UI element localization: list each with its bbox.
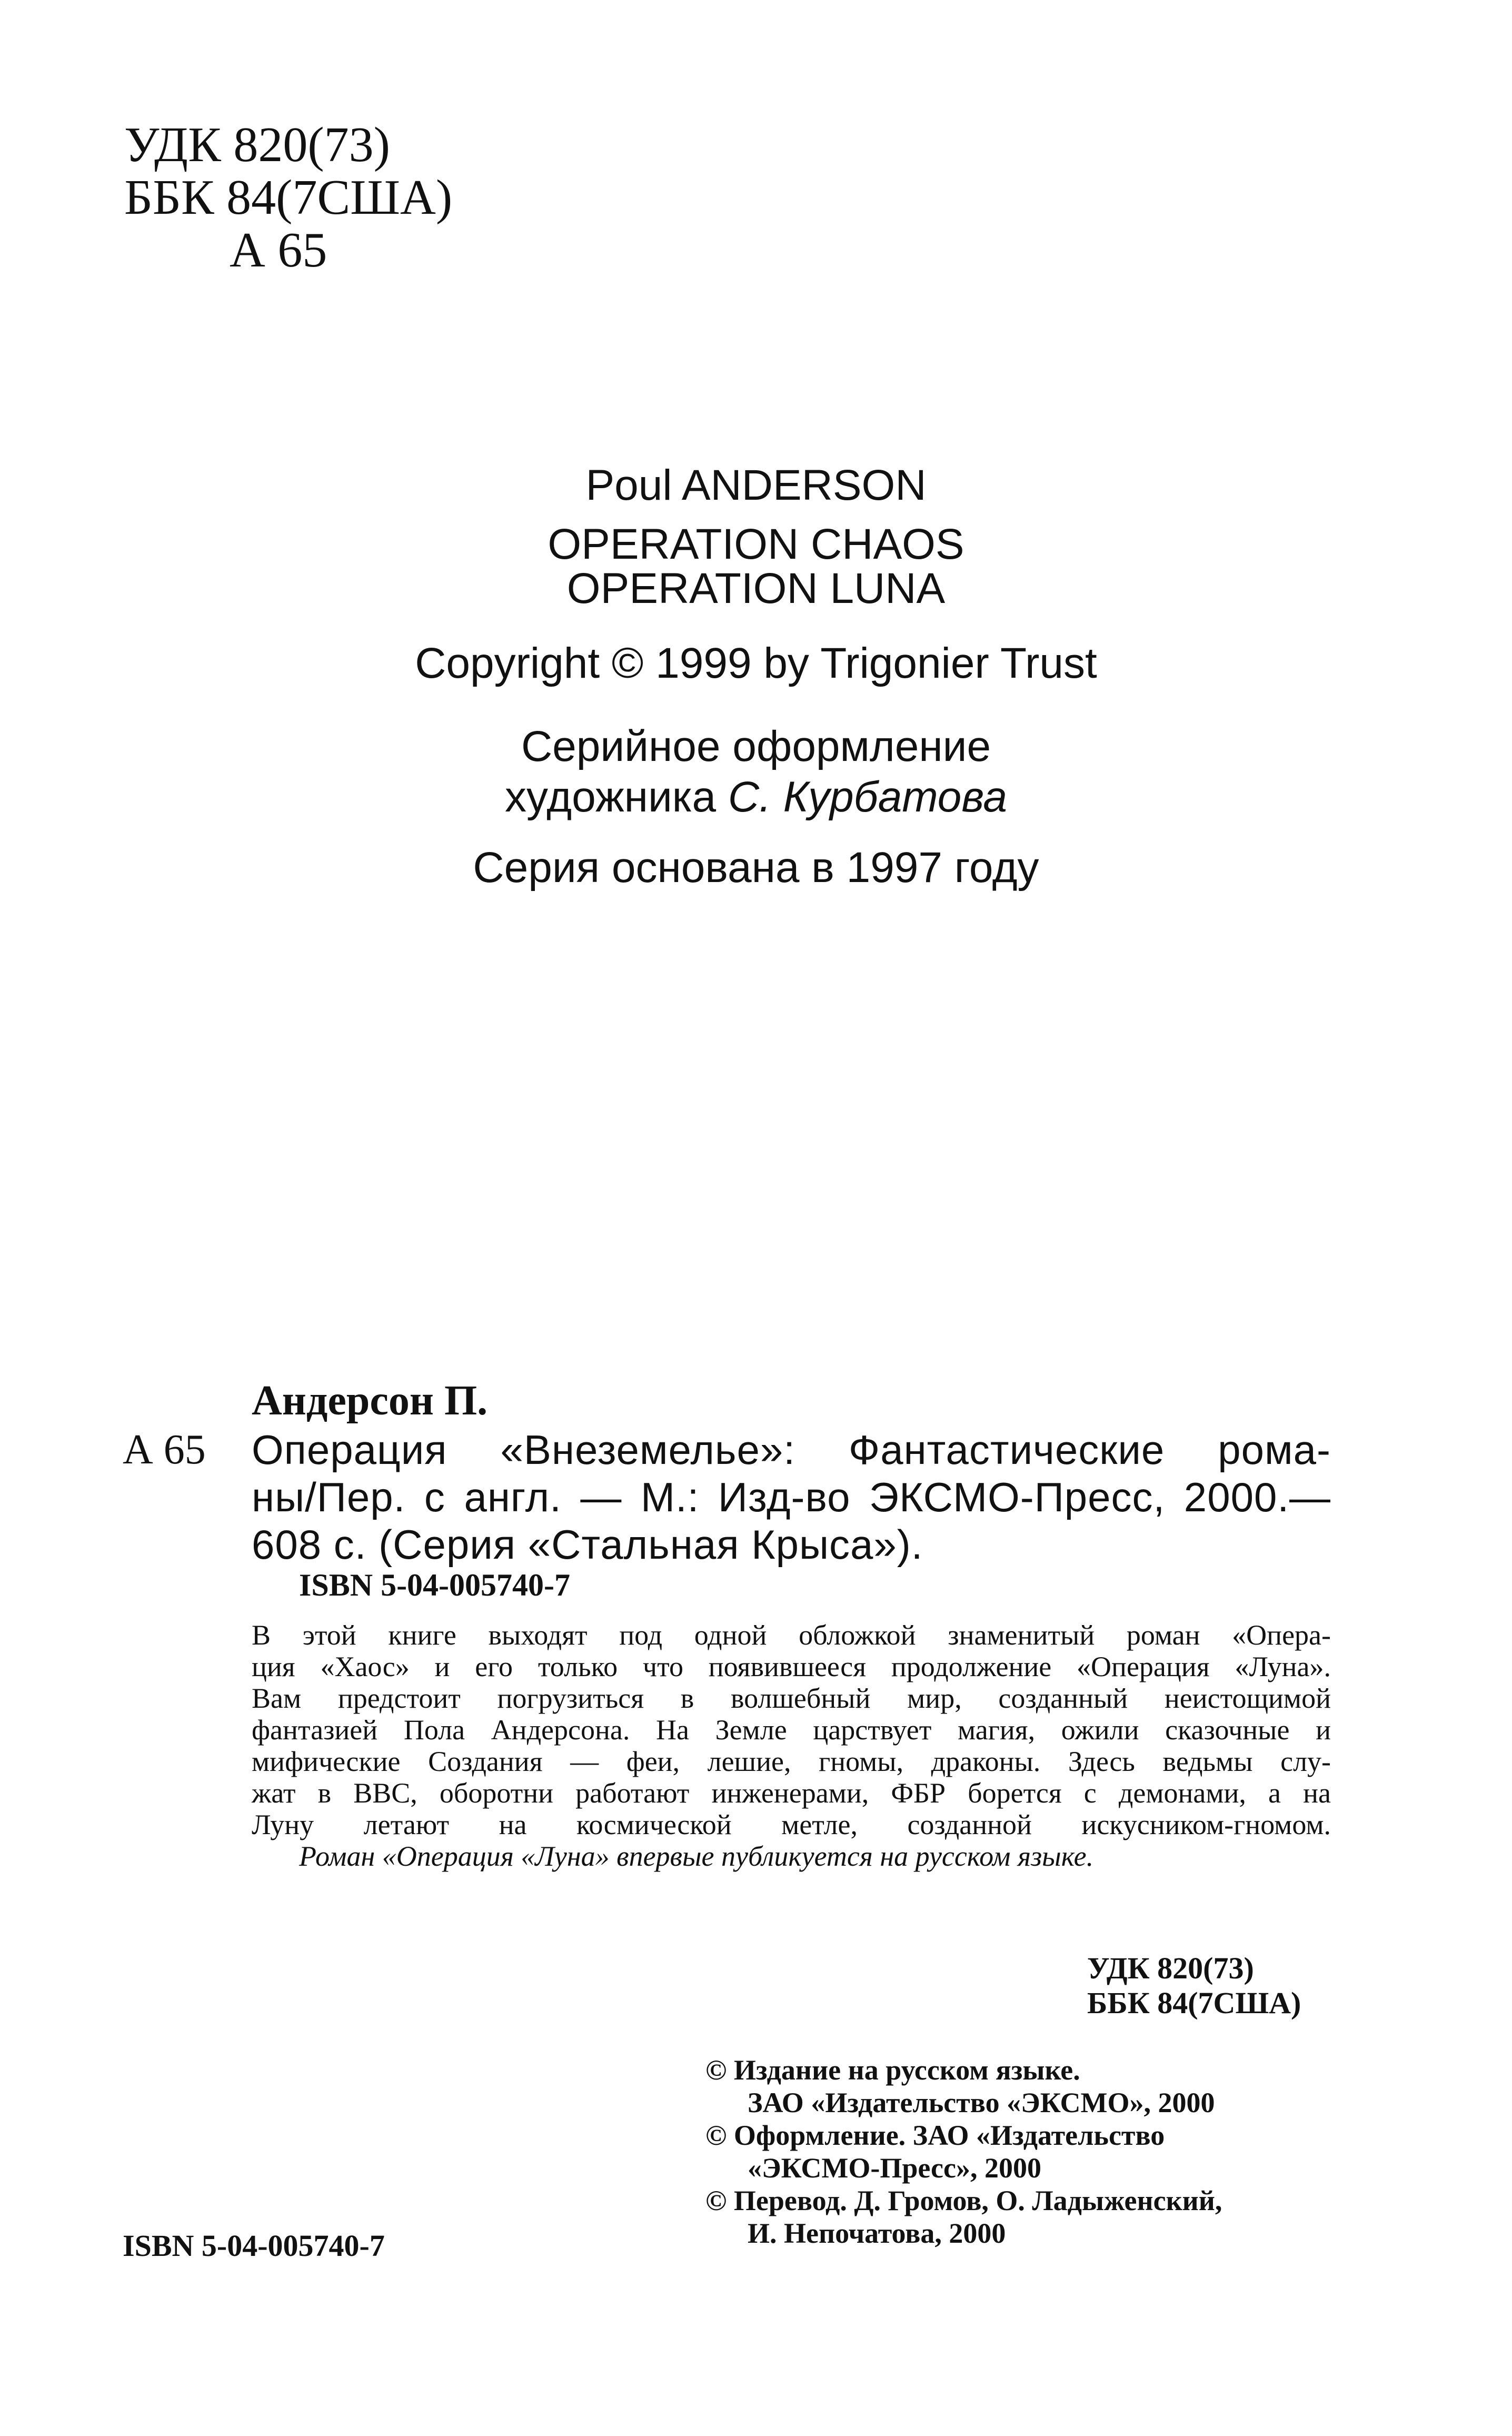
annotation-line: В этой книге выходят под одной обложкой знаменитый роман «Опера- bbox=[252, 1619, 1331, 1651]
original-author: Poul ANDERSON bbox=[585, 461, 927, 509]
annotation bbox=[252, 1619, 1331, 1872]
bib-line-1: Операция «Внеземелье»: Фантастические рома- bbox=[252, 1427, 1331, 1473]
bottom-isbn: ISBN 5-04-005740-7 bbox=[123, 2229, 385, 2263]
copyright-notices bbox=[705, 2054, 1222, 2250]
copyright-edition: © Издание на русском языке. bbox=[705, 2054, 1080, 2086]
bottom-udk-code: УДК 820(73) bbox=[1087, 1951, 1254, 1985]
series-design-credit bbox=[0, 721, 1512, 823]
copyright-design: © Оформление. ЗАО «Издательство bbox=[705, 2120, 1165, 2151]
series-founded: Серия основана в 1997 году bbox=[473, 844, 1039, 892]
design-line-1: Серийное оформление bbox=[521, 722, 991, 770]
original-title-block bbox=[0, 463, 1512, 686]
bib-description bbox=[252, 1426, 1331, 1568]
bib-line-3: 608 с. (Серия «Стальная Крыса»). bbox=[252, 1521, 923, 1568]
annotation-line: фантазией Пола Андерсона. На Земле царствует магия, ожили сказочные и bbox=[252, 1714, 1331, 1746]
original-title-1: OPERATION CHAOS bbox=[548, 520, 964, 568]
bottom-bbk-code: ББК 84(7США) bbox=[1087, 1986, 1301, 2020]
copyright-translation: © Перевод. Д. Громов, О. Ладыженский, bbox=[705, 2185, 1222, 2216]
bbk-code: ББК 84(7США) bbox=[124, 170, 453, 225]
bib-line-2: ны/Пер. с англ. — М.: Изд-во ЭКСМО-Пресс, 2000.— bbox=[252, 1474, 1331, 1520]
annotation-italic-note: Роман «Операция «Луна» впервые публикуется на русском языке. bbox=[299, 1840, 1094, 1872]
top-classification-codes bbox=[124, 118, 452, 276]
copyright-design-publisher: «ЭКСМО-Пресс», 2000 bbox=[748, 2152, 1041, 2184]
design-line-2-prefix: художника bbox=[505, 773, 728, 821]
design-artist: С. Курбатова bbox=[728, 773, 1007, 821]
annotation-line: ция «Хаос» и его только что появившееся продолжение «Операция «Луна». bbox=[252, 1651, 1331, 1682]
annotation-line: мифические Создания — феи, лешие, гномы, драконы. Здесь ведьмы слу- bbox=[252, 1746, 1331, 1777]
bib-author-mark: А 65 bbox=[123, 1427, 206, 1473]
bib-author: Андерсон П. bbox=[252, 1378, 488, 1424]
udk-code: УДК 820(73) bbox=[124, 117, 390, 172]
bottom-classification-codes bbox=[1087, 1951, 1301, 2021]
original-title-2: OPERATION LUNA bbox=[566, 565, 946, 612]
design-line-2 bbox=[0, 772, 1512, 823]
annotation-line: Вам предстоит погрузиться в волшебный мир, созданный неистощимой bbox=[252, 1682, 1331, 1714]
copyright-edition-publisher: ЗАО «Издательство «ЭКСМО», 2000 bbox=[748, 2087, 1215, 2118]
annotation-line: Луну летают на космической метле, созданной искусником-гномом. bbox=[252, 1809, 1331, 1840]
bib-isbn: ISBN 5-04-005740-7 bbox=[299, 1568, 571, 1602]
copyright-translation-cont: И. Непочатова, 2000 bbox=[748, 2217, 1006, 2249]
author-mark: А 65 bbox=[230, 223, 327, 278]
original-copyright: Copyright © 1999 by Trigonier Trust bbox=[415, 639, 1097, 687]
annotation-line: жат в ВВС, оборотни работают инженерами, ФБР борется с демонами, а на bbox=[252, 1777, 1331, 1809]
